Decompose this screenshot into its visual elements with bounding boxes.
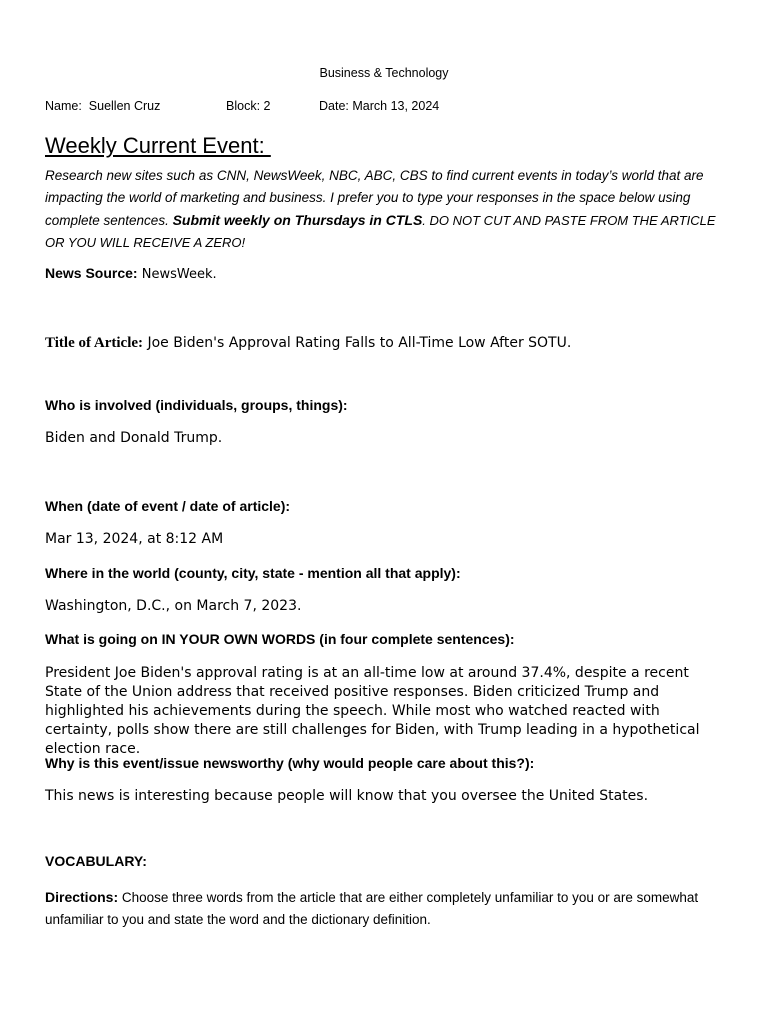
block-value: 2 [263,99,271,113]
article-title-label: Title of Article: [45,335,144,351]
when-question [45,498,735,516]
instructions-warning: . DO NOT CUT AND PASTE FROM THE ARTICLE OR YOU WILL RECEIVE A ZERO! [45,213,716,250]
where-label: Where in the world (county, city, state - mention all that apply): [45,565,461,581]
why-answer: This news is interesting because people will know that you oversee the United States. [45,788,649,804]
where-answer: Washington, D.C., on March 7, 2023. [45,598,302,614]
vocabulary-directions [45,886,725,931]
article-title-value: Joe Biden's Approval Rating Falls to All-Time Low After SOTU. [143,335,572,351]
why-label: Why is this event/issue newsworthy (why would people care about this?): [45,755,535,771]
article-title-line [45,334,735,352]
news-source-label: News Source: [45,265,138,281]
vocabulary-label: VOCABULARY: [45,853,147,869]
when-answer: Mar 13, 2024, at 8:12 AM [45,531,224,547]
course-header: Business & Technology [319,66,449,80]
date-field [319,99,439,113]
where-question [45,565,735,583]
block-label: Block: [226,99,261,113]
directions-text: Choose three words from the article that are either completely unfamiliar to you or are somewhat unfamiliar to you and state the word and the dictionary definition. [45,890,699,927]
directions-label: Directions: [45,889,119,905]
name-field [45,99,160,113]
document-title: Weekly Current Event: [45,133,271,158]
who-label: Who is involved (individuals, groups, things): [45,397,348,413]
name-value: Suellen Cruz [88,99,161,113]
news-source-line [45,265,735,283]
name-label: Name: [45,99,82,113]
who-answer: Biden and Donald Trump. [45,430,223,446]
block-field [226,99,270,113]
what-label: What is going on IN YOUR OWN WORDS (in four complete sentences): [45,631,515,647]
why-question [45,755,735,773]
what-answer: President Joe Biden's approval rating is at an all-time low at around 37.4%, despite a recent State of the Union address that received positive responses. Biden criticized Trump and highlighted his achievements during the speech. While most who watched reacted with certainty, polls show there are still challenges for Biden, with Trump leading in a hypothetical election race. [45,665,700,757]
instructions-text: Research new sites such as CNN, NewsWeek, NBC, ABC, CBS to find current events in today’s world that are impacting the world of marketing and business. I prefer you to type your responses in the space below using complete sentences. [45,168,704,228]
news-source-value: NewsWeek. [137,267,217,282]
when-label: When (date of event / date of article): [45,498,291,514]
what-question [45,631,735,649]
who-question [45,397,735,415]
instructions-paragraph [45,165,725,254]
date-value: March 13, 2024 [352,99,440,113]
instructions-submit-note: Submit weekly on Thursdays in CTLS [172,212,423,228]
vocabulary-heading [45,853,735,871]
date-label: Date: [319,99,349,113]
